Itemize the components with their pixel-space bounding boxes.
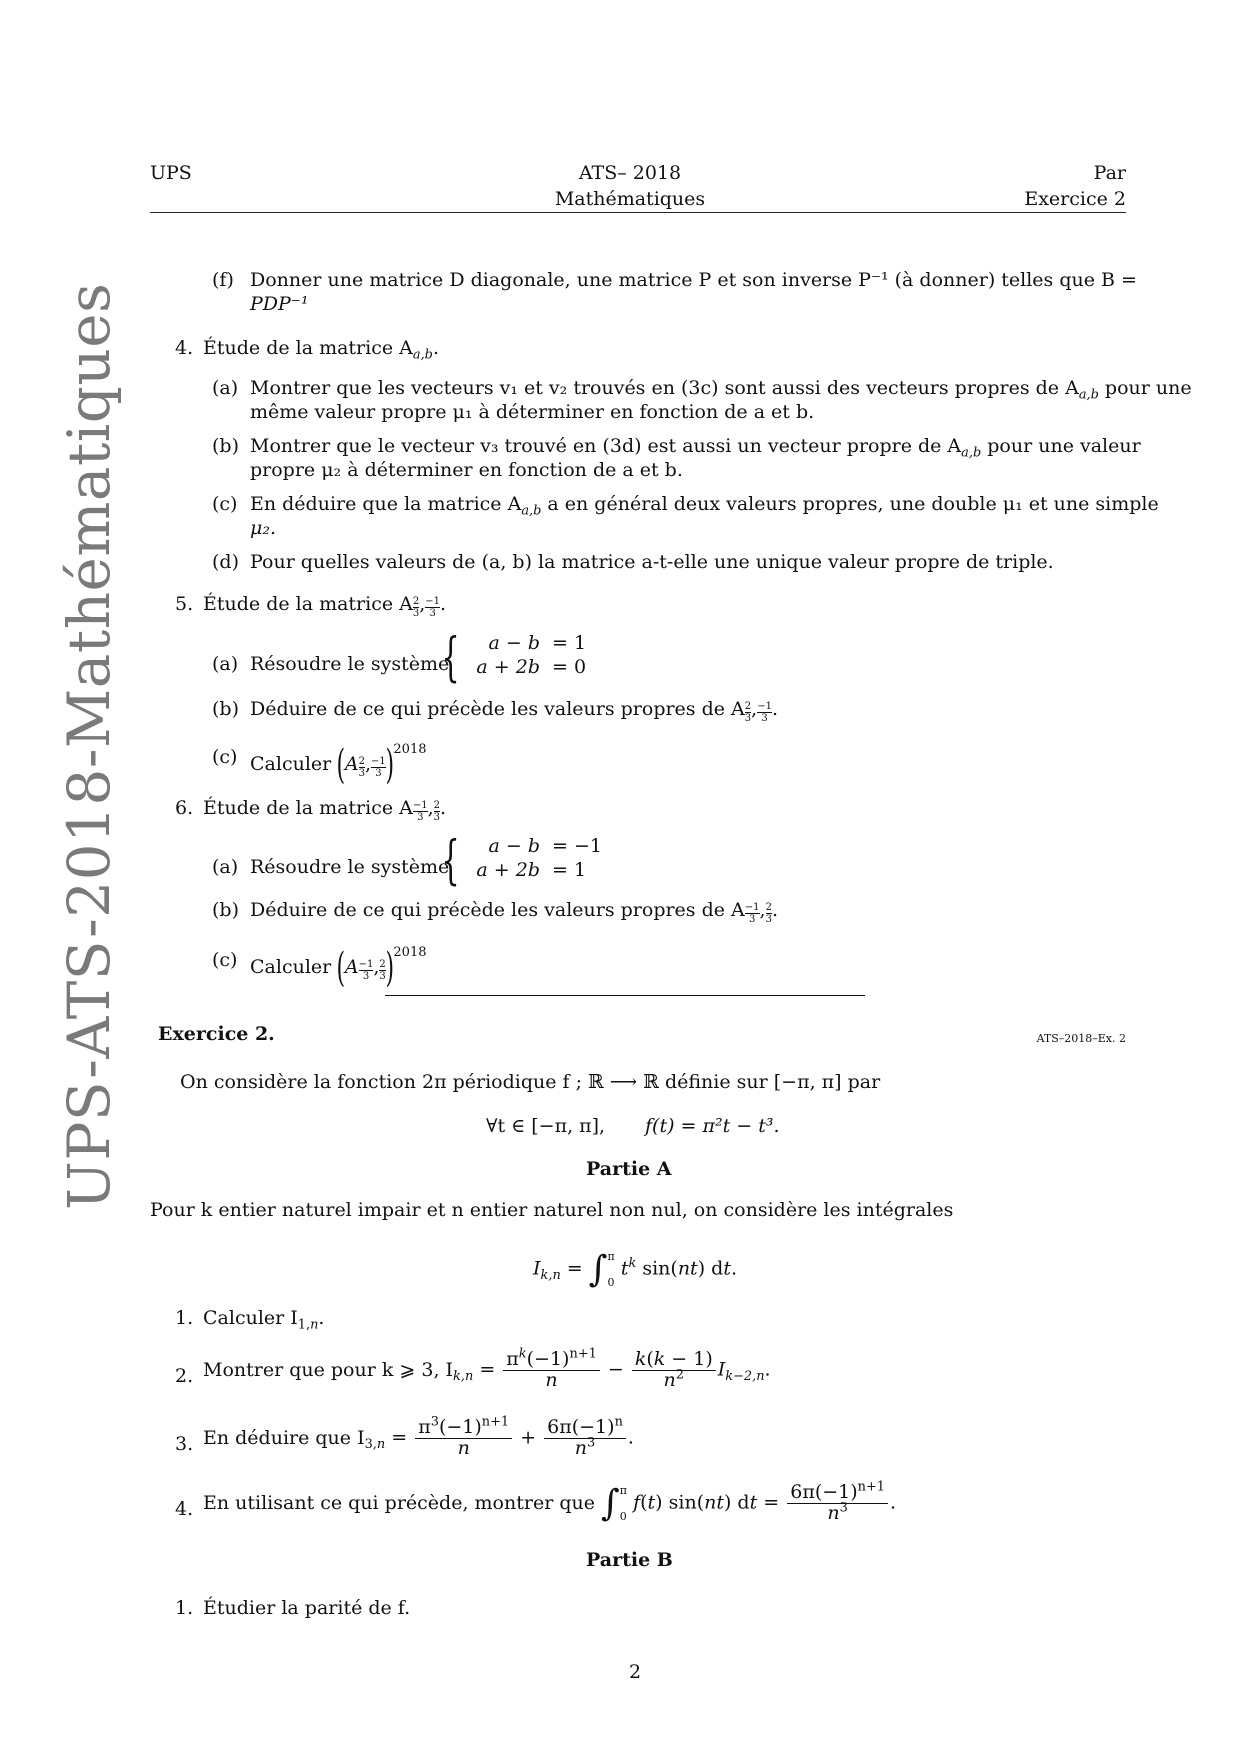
sidebar-watermark: UPS-ATS-2018-Mathématiques bbox=[55, 282, 123, 1210]
q4a-line1: Montrer que les vecteurs v₁ et v₂ trouvés en (3c) sont aussi des vecteurs propres de $A_{a,b}$ pour une bbox=[250, 377, 1192, 403]
partb-q1-number: 1. bbox=[175, 1597, 194, 1619]
q5c-label: (c) bbox=[212, 746, 238, 768]
part-a-intro: Pour k entier naturel impair et n entier naturel non nul, on considère les intégrales bbox=[150, 1199, 954, 1221]
q5a-text: Résoudre le système bbox=[250, 653, 450, 675]
q4c-line1: En déduire que la matrice $A_{a,b}$ a en général deux valeurs propres, une double μ₁ et une simple bbox=[250, 493, 1159, 519]
item-f-cont: PDP⁻¹ bbox=[250, 293, 309, 315]
q4-title: Étude de la matrice $A_{a,b}$. bbox=[203, 337, 439, 363]
q6b-text: Déduire de ce qui précède les valeurs propres de A $\frac{-1}{3}$ , $\frac{2}{3}$ . bbox=[250, 899, 778, 925]
exercise2-tag: ATS–2018–Ex. 2 bbox=[1036, 1032, 1126, 1045]
exercise2-title: Exercice 2. bbox=[158, 1023, 275, 1045]
q6c-power: 2018 bbox=[393, 945, 427, 961]
definition-domain: ∀t ∈ [−π, π], bbox=[486, 1115, 606, 1137]
parta-q1-number: 1. bbox=[175, 1307, 194, 1329]
page-number: 2 bbox=[628, 1661, 642, 1683]
q5c-power: 2018 bbox=[393, 742, 427, 758]
q5c-text: Calculer (A $\frac{2}{3}$ , $\frac{-1}{3}$ )$^{2018}$ bbox=[250, 742, 427, 788]
exercise2-intro: On considère la fonction 2π périodique f ; ℝ ⟶ ℝ définie sur [−π, π] par bbox=[180, 1071, 881, 1093]
header-right-line2: Exercice 2 bbox=[1024, 188, 1126, 210]
section-separator bbox=[385, 995, 865, 996]
header-rule bbox=[150, 212, 1126, 213]
parta-q4-text: En utilisant ce qui précède, montrer que ∫ π 0 f(t) sin(nt) dt = $\frac{6\pi(-1)^{n+1}}{n^3}$ . bbox=[203, 1479, 897, 1525]
parta-q3-number: 3. bbox=[175, 1433, 194, 1455]
partb-q1-text: Étudier la parité de f. bbox=[203, 1597, 411, 1619]
q6a-text: Résoudre le système bbox=[250, 856, 450, 878]
q5a-brace: { bbox=[441, 628, 460, 688]
q5-title: Étude de la matrice A $\frac{2}{3}$ , $\frac{-1}{3}$ . bbox=[203, 593, 447, 619]
q6a-label: (a) bbox=[212, 856, 239, 878]
q5a-label: (a) bbox=[212, 653, 239, 675]
q5b-text: Déduire de ce qui précède les valeurs propres de A $\frac{2}{3}$ , $\frac{-1}{3}$ . bbox=[250, 698, 778, 724]
header-right-line1: Par bbox=[1093, 162, 1126, 184]
header-center-line1: ATS– 2018 bbox=[578, 162, 682, 184]
integral-definition: $I_{k,n}$ = ∫ π 0 $t^k$ sin(nt) dt. bbox=[533, 1248, 737, 1290]
item-f-label: (f) bbox=[212, 269, 234, 291]
q5a-row1-lhs: a − b bbox=[488, 632, 540, 654]
parta-q1-text: Calculer $I_{1,n}$. bbox=[203, 1307, 325, 1333]
item-f-text: Donner une matrice D diagonale, une matrice P et son inverse P⁻¹ (à donner) telles que B = bbox=[250, 269, 1137, 291]
q6-number: 6. bbox=[175, 797, 194, 819]
q6c-label: (c) bbox=[212, 949, 238, 971]
definition-formula: f(t) = π²t − t³. bbox=[645, 1115, 780, 1137]
q5a-row2-lhs: a + 2b bbox=[476, 656, 540, 678]
q4b-label: (b) bbox=[212, 435, 239, 457]
q4a-label: (a) bbox=[212, 377, 239, 399]
q4a-line2: même valeur propre μ₁ à déterminer en fonction de a et b. bbox=[250, 401, 815, 423]
q4c-label: (c) bbox=[212, 493, 238, 515]
q5b-label: (b) bbox=[212, 698, 239, 720]
parta-q2-number: 2. bbox=[175, 1365, 194, 1387]
q6a-row2-rhs: = 1 bbox=[552, 859, 587, 881]
q5a-row1-rhs: = 1 bbox=[552, 632, 587, 654]
q6c-text: Calculer (A $\frac{-1}{3}$ , $\frac{2}{3}$ )$^{2018}$ bbox=[250, 945, 427, 991]
parta-q3-text: En déduire que $I_{3,n}$ = $\frac{\pi^3(-1)^{n+1}}{n}$ + $\frac{6\pi(-1)^n}{n^3}$ . bbox=[203, 1414, 634, 1459]
part-a-title: Partie A bbox=[586, 1158, 672, 1180]
q4b-line2: propre μ₂ à déterminer en fonction de a et b. bbox=[250, 459, 683, 481]
header-right bbox=[900, 160, 1126, 212]
q6-title: Étude de la matrice A $\frac{-1}{3}$ , $\frac{2}{3}$ . bbox=[203, 797, 447, 823]
q6a-brace: { bbox=[441, 831, 460, 891]
q5a-row2-rhs: = 0 bbox=[552, 656, 587, 678]
q6b-label: (b) bbox=[212, 899, 239, 921]
q4b-line1: Montrer que le vecteur v₃ trouvé en (3d) est aussi un vecteur propre de $A_{a,b}$ pour une valeur bbox=[250, 435, 1141, 461]
q4d-text: Pour quelles valeurs de (a, b) la matrice a-t-elle une unique valeur propre de triple. bbox=[250, 551, 1054, 573]
q4d-label: (d) bbox=[212, 551, 239, 573]
header-center bbox=[480, 160, 780, 212]
q4c-line2: μ₂. bbox=[250, 517, 277, 539]
q5-number: 5. bbox=[175, 593, 194, 615]
header-left: UPS bbox=[150, 162, 192, 184]
parta-q4-number: 4. bbox=[175, 1498, 194, 1520]
q6a-row1-rhs: = −1 bbox=[552, 835, 602, 857]
parta-q2-text: Montrer que pour k ⩾ 3, $I_{k,n}$ = $\frac{\pi^k(-1)^{n+1}}{n}$ − $\frac{k(k - 1)}{n^2}$ $I_{k-2,n}$. bbox=[203, 1346, 771, 1391]
header-center-line2: Mathématiques bbox=[554, 188, 706, 210]
q6a-row2-lhs: a + 2b bbox=[476, 859, 540, 881]
q6a-row1-lhs: a − b bbox=[488, 835, 540, 857]
q4-number: 4. bbox=[175, 337, 194, 359]
part-b-title: Partie B bbox=[586, 1549, 673, 1571]
